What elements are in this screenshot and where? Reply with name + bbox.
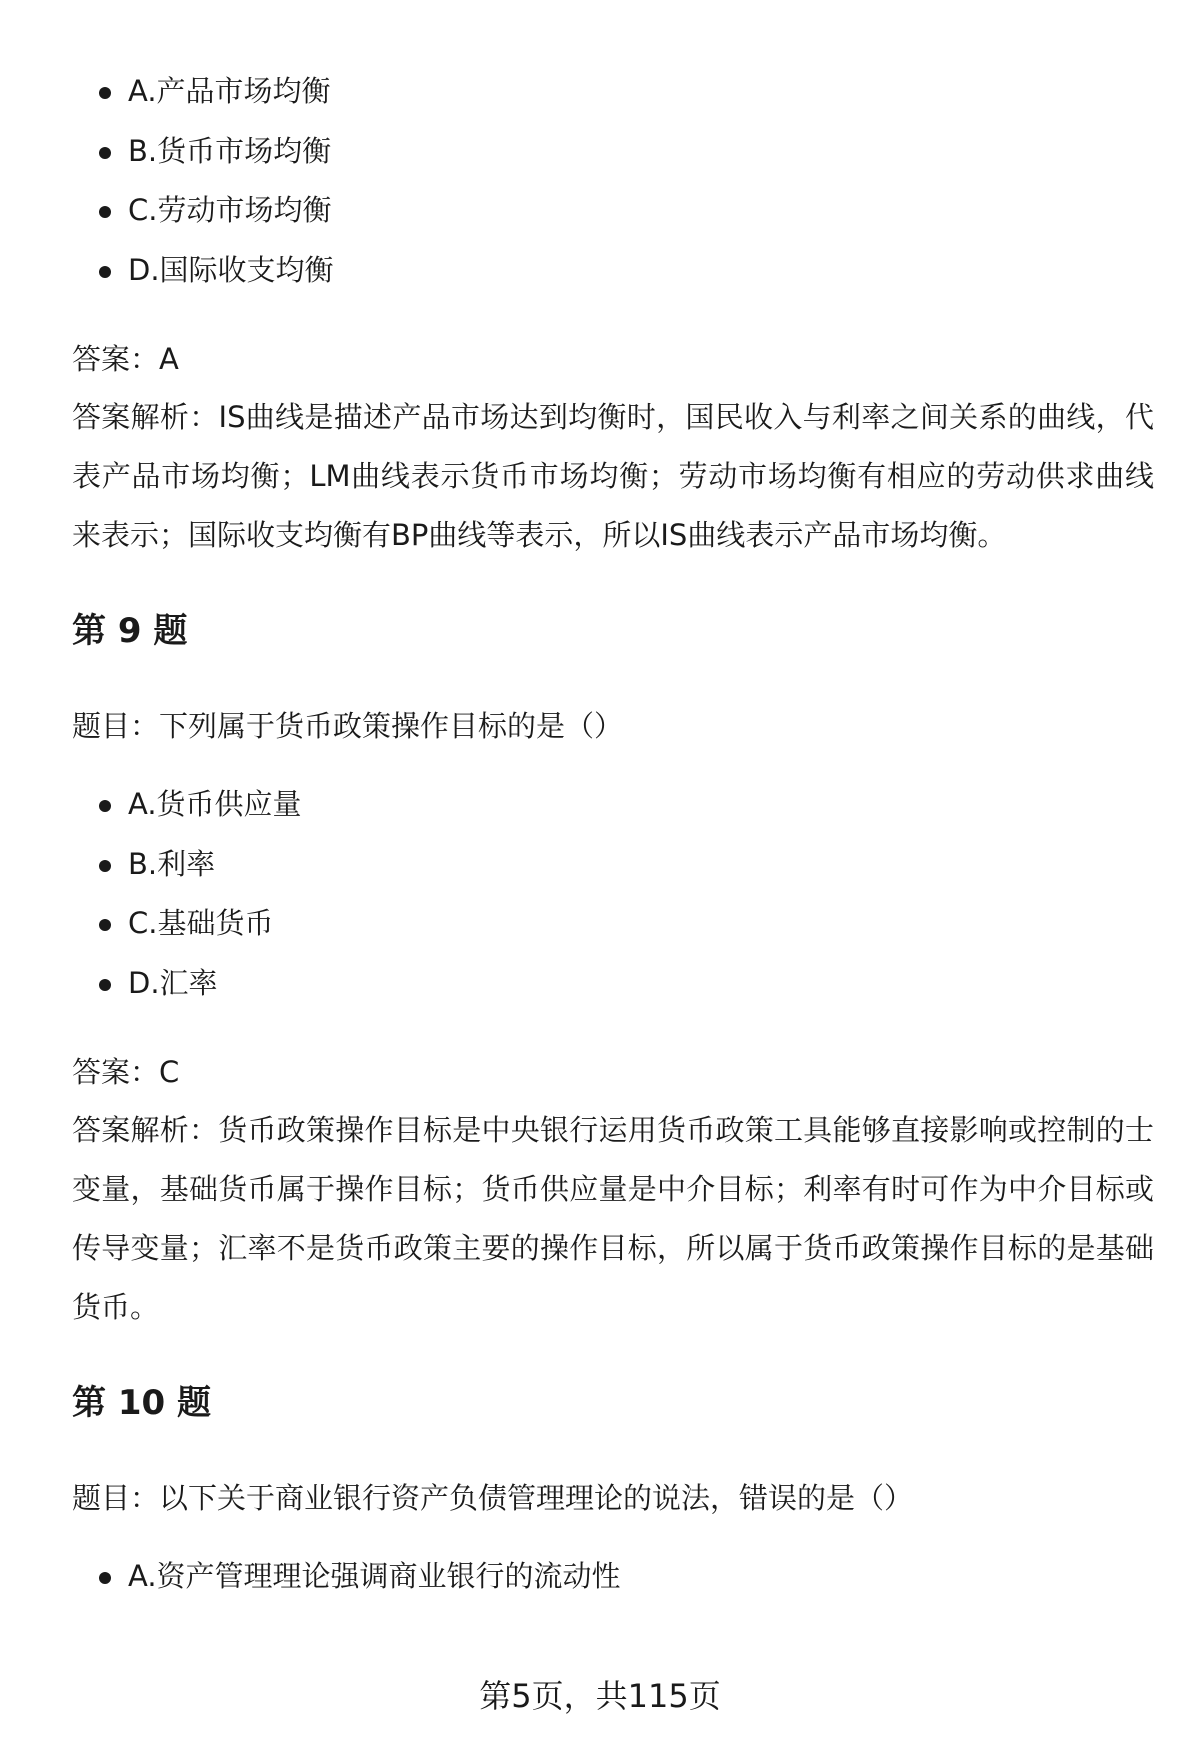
- q10-option-a: A.资产管理理论强调商业银行的流动性: [128, 1547, 1152, 1607]
- page-number-footer: 第5页，共115页: [479, 1677, 721, 1715]
- q10-option-list: [72, 1547, 1152, 1607]
- q9-analysis: 答案解析：货币政策操作目标是中央银行运用货币政策工具能够直接影响或控制的士变量，基础货币属于操作目标；货币供应量是中介目标；利率有时可作为中介目标或传导变量；汇率不是货币政策主要的操作目标，所以属于货币政策操作目标的是基础货币。: [72, 1113, 1154, 1324]
- q10-heading: 第 10 题: [72, 1383, 211, 1423]
- q9-heading: 第 9 题: [72, 611, 188, 651]
- q8-option-c: C.劳动市场均衡: [128, 181, 1152, 241]
- q8-option-a: A.产品市场均衡: [128, 62, 1152, 122]
- q8-option-d: D.国际收支均衡: [128, 241, 1152, 301]
- q8-answer: 答案：A: [72, 342, 179, 376]
- q8-analysis: 答案解析：IS曲线是描述产品市场达到均衡时，国民收入与利率之间关系的曲线，代表产品市场均衡；LM曲线表示货币市场均衡；劳动市场均衡有相应的劳动供求曲线来表示；国际收支均衡有BP曲线等表示，所以IS曲线表示产品市场均衡。: [72, 400, 1154, 552]
- q9-option-list: [72, 775, 1152, 1013]
- q9-option-d: D.汇率: [128, 954, 1152, 1014]
- q9-option-a: A.货币供应量: [128, 775, 1152, 835]
- q9-option-b: B.利率: [128, 835, 1152, 895]
- q9-stem: 题目：下列属于货币政策操作目标的是（）: [72, 709, 624, 743]
- document-content: [72, 62, 1152, 1607]
- q8-option-b: B.货币市场均衡: [128, 122, 1152, 182]
- q10-stem: 题目：以下关于商业银行资产负债管理理论的说法，错误的是（）: [72, 1481, 914, 1515]
- q9-answer: 答案：C: [72, 1055, 180, 1089]
- q8-option-list: [72, 62, 1152, 300]
- q9-option-c: C.基础货币: [128, 894, 1152, 954]
